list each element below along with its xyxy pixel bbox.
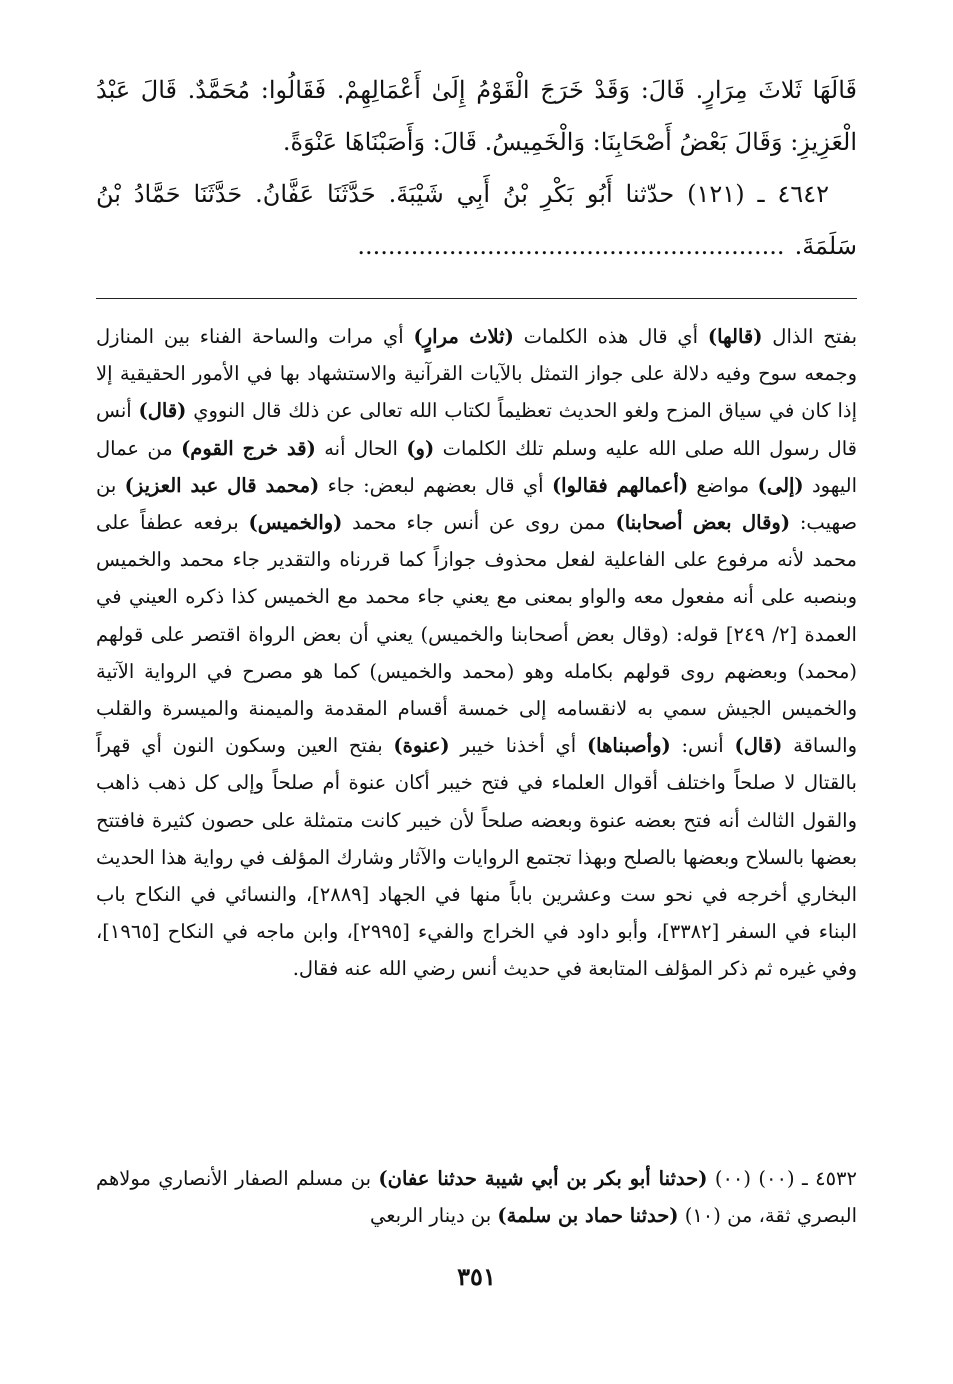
bold-quote: (حدثنا أبو بكر بن أبي شيبة حدثنا عفان) [378,1167,708,1190]
bold-quote: (ثلاث مرارٍ) [413,325,514,348]
bold-quote: (قالها) [707,325,763,348]
bold-quote: (و) [406,436,435,460]
bold-quote: (وقال بعض أصحابنا) [615,511,791,535]
hadith-isnad-text: ٤٦٤٢ ـ (١٢١) حدّثنا أَبُو بَكْرِ بْنُ أَبِي شَيْبَةَ. حَدَّثَنَا عَفَّانُ. حَدَّثَنَا حَمَّادُ بْنُ سَلَمَةَ. [96,180,857,260]
bold-quote: (قال) [734,734,783,758]
bold-quote: (أعمالهم فقالوا) [551,473,689,497]
text-run: بن صهيب: [96,473,858,535]
text-run: بن مسلم الصفار الأنصاري مولاهم البصري ثقة، من (١٠) [96,1167,857,1227]
text-run: الحال أنه [315,436,407,460]
text-run: ممن روى عن أنس جاء محمد [342,511,616,535]
bold-quote: (حدثنا حماد بن سلمة) [497,1204,679,1227]
book-page [96,0,857,1384]
text-run: مواضع [688,473,758,497]
bold-quote: (إلى) [757,473,804,497]
text-run: من عمال اليهود [96,436,857,497]
bold-quote: (قال) [138,399,187,423]
page-number: ٣٥١ [457,1262,496,1291]
text-run: ٤٥٣٢ ـ (٠٠) (٠٠) [707,1167,858,1190]
bold-quote: (محمد قال عبد العزيز) [124,473,320,497]
text-run: برفعه عطفاً على محمد لأنه مرفوع على الفاعلية لفعل محذوف جوازاً كما قررناه والتقدير جاء محمد والخميس وبنصبه على أنه مفعول معه والواو بمعنى مع يعني جاء محمد مع الخميس كذا ذكره العيني في العمدة [٢/ ٢٤٩] قوله: (وقال بعض أصحابنا والخميس) يعني أن بعض الرواة اقتصر على قولهم (محمد) وبعضهم روى قولهم بكامله وهو (محمد والخميس) كما هو مصرح في الرواية الآتية والخميس الجيش سمي به لانقسامه إلى خمسة أقسام المقدمة والميمنة والميسرة والقلب والساقة [96,511,857,758]
hadith-isnad [96,168,857,272]
commentary-text [96,318,857,988]
text-run: أي مرات والساحة الفناء بين المنازل وجمعه سوح وفيه دلالة على جواز التمثل بالآيات القرآنية والاستشهاد بها في الأمور الحقيقية إلا إذا كان في سياق المزح ولغو الحديث تعظيماً لكتاب الله تعالى عن ذلك قال النووي [96,325,858,423]
text-run: أنس قال رسول الله صلى الله عليه وسلم تلك الكلمات [96,399,857,460]
next-hadith-text [96,1160,857,1234]
text-run: أي قال هذه الكلمات [513,325,708,348]
bold-quote: (والخميس) [248,511,343,535]
text-run: بفتح الذال [762,325,858,348]
hadith-text: قَالَهَا ثَلاثَ مِرَارٍ. قَالَ: وَقَدْ خَرَجَ الْقَوْمُ إِلَىٰ أَعْمَالِهِمْ. فَقَالُوا: مُحَمَّدٌ. قَالَ عَبْدُ الْعَزِيزِ: وَقَالَ بَعْضُ أَصْحَابِنَا: وَالْخَمِيسُ. قَالَ: وَأَصَبْنَاهَا عَنْوَةً. [96,76,857,156]
footnote-divider [96,298,857,299]
bold-quote: (وأصبناها) [586,734,671,758]
text-run: بن دينار الربعي [369,1204,498,1227]
text-run: أي أخذنا خيبر [449,734,587,758]
hadith-matn [96,64,857,272]
bold-quote: (قد خرج القوم) [181,436,316,460]
bold-quote: (عنوة) [393,734,450,758]
text-run: أي قال بعضهم لبعض: جاء [319,473,552,497]
text-run: بفتح العين وسكون النون أي قهراً بالقتال لا صلحاً واختلف أقوال العلماء في فتح خيبر أكان عنوة أم صلحاً وإلى كل ذهب ذاهب والقول الثالث أنه فتح بعضه عنوة وبعضه صلحاً لأن خيبر كانت متمثلة على حصون كثيرة فافتتح بعضها بالسلاح وبعضها بالصلح وبهذا تجتمع الروايات والآثار وشارك المؤلف في رواية هذا الحديث البخاري أخرجه في نحو ست وعشرين باباً منها في الجهاد [٢٨٨٩]، والنسائي في النكاح باب البناء في السفر [٣٣٨٢]، وأبو داود في الخراج والفيء [٢٩٩٥]، وابن ماجه في النكاح [١٩٦٥]، وفي غيره ثم ذكر المؤلف المتابعة في حديث أنس رضي الله عنه فقال. [96,734,858,981]
ellipsis-dots: ........................................................ [357,232,785,260]
text-run: أنس: [670,734,735,758]
